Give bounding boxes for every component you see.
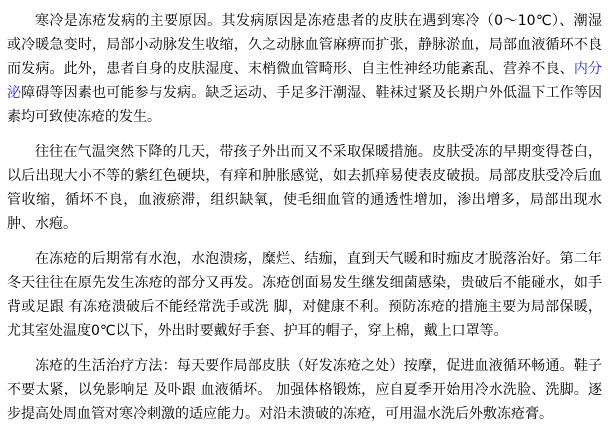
paragraph-text: 障碍等因素也可能参与发病。缺乏运动、手足多汗潮湿、鞋袜过紧及长期户外低温下工作等因素均可致使冻疮的发生。 [7, 85, 602, 125]
paragraph-causes [7, 9, 602, 129]
endocrine-link[interactable]: 内分泌 [7, 61, 602, 101]
paragraph-late-stage-prevention: 在冻疮的后期常有水泡，水泡溃疡，糜烂、结痂，直到天气暖和时痂皮才脱落治好。第二年冬天往往在原先发生冻疮的部分又再发。冻疮创面易发生继发细菌感染，贵破后不能碰水，如手背或足跟 有冻疮溃破后不能经常洗手或洗 脚，对健康不利。预防冻疮的措施主要为局部保暖，尤其室处温度0℃以下，外出时要戴好手套、护耳的帽子，穿上棉，戴上口罩等。 [7, 251, 602, 339]
paragraph-text: 寒冷是冻疮发病的主要原因。其发病原因是冻疮患者的皮肤在遇到寒冷（0～10℃）、潮湿或冷暖急变时，局部小动脉发生收缩，久之动脉血管麻痹而扩张，静脉淤血，局部血液循环不良而发病。此外，患者自身的皮肤湿度、末梢微血管畸形、自主性神经功能紊乱、营养不良、 [7, 13, 602, 77]
paragraph-daily-treatment: 冻疮的生活治疗方法：每天要作局部皮肤（好发冻疮之处）按摩，促进血液循环畅通。鞋子不要太紧，以免影响足 及卟跟 血液循坏。 加强体格锻炼，应自夏季开始用冷水洗脸、洗脚。逐步提高处周血管对寒冷刺激的适应能力。对沿未溃破的冻疮，可用温水洗后外敷冻疮膏。 [7, 358, 602, 422]
paragraph-early-symptoms: 往往在气温突然下降的几天，带孩子外出而又不采取保暖措施。皮肤受冻的早期变得苍白，以后出现大小不等的紫红色硬块，有痒和肿胀感觉，如去抓痒易使表皮破损。局部皮肤受冷后血管收缩，循坏不良，血液瘀滞，组织缺氧，使毛细血管的通透性增加，渗出增多，局部出现水肿、水疱。 [7, 144, 602, 232]
